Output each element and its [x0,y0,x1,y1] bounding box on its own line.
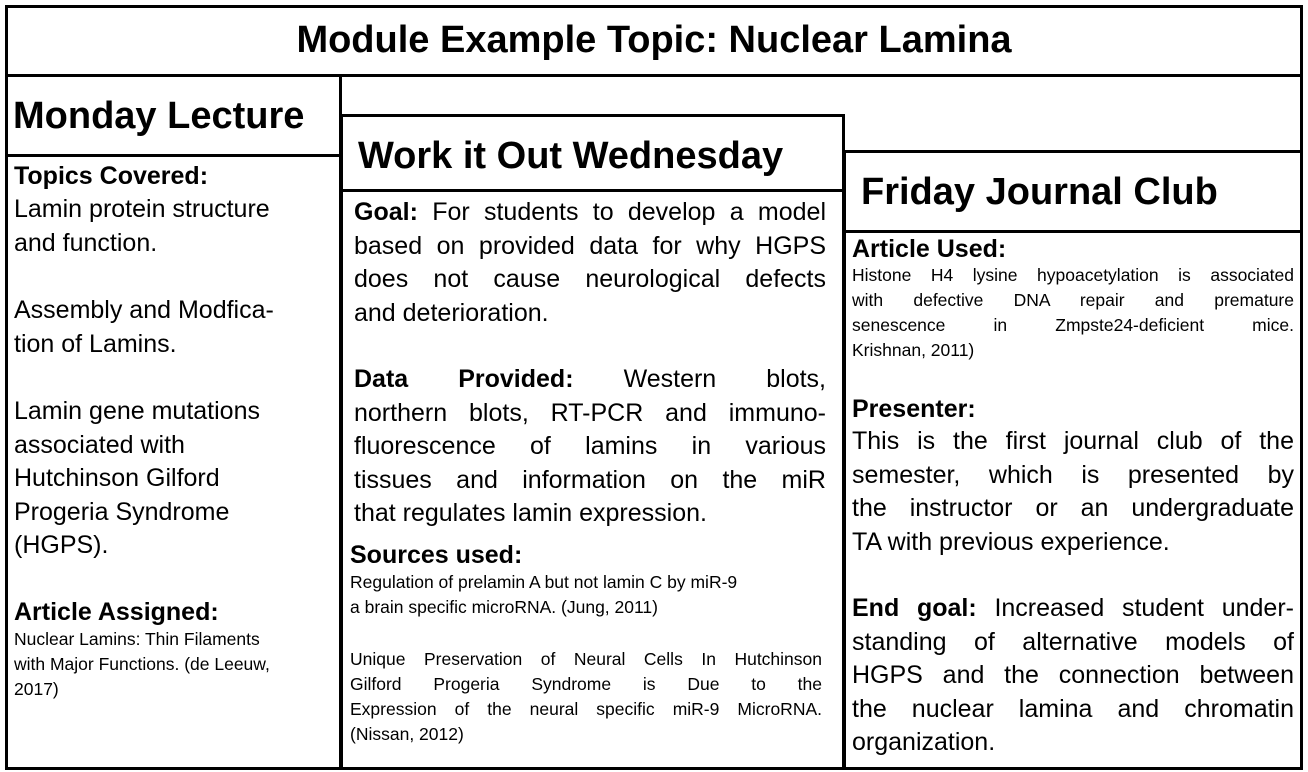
monday-heading: Monday Lecture [13,95,305,137]
data-label: Data Provided: [354,365,574,393]
wednesday-data: Data Provided: Western blots, northern blots, RT-PCR and immuno- fluorescence of lamins in various tissues and information on the miR that regulates lamin expression. [354,365,826,527]
monday-topic-2: Assembly and Modfica- tion of Lamins. [14,296,274,358]
goal-label: Goal: [354,198,418,226]
endgoal-label: End goal: [852,594,977,622]
monday-topics-label: Topics Covered: [14,162,209,190]
monday-topic-3: Lamin gene mutations associated with Hutchinson Gilford Progeria Syndrome (HGPS). [14,397,260,559]
monday-article: Nuclear Lamins: Thin Filaments with Major Functions. (de Leeuw, 2017) [14,629,270,699]
friday-article-label: Article Used: [852,235,1007,263]
friday-presenter: This is the first journal club of the semester, which is presented by the instructor or an undergraduate TA with previous experience. [852,427,1294,556]
wednesday-heading: Work it Out Wednesday [358,135,784,177]
wednesday-source-2: Unique Preservation of Neural Cells In Hutchinson Gilford Progeria Syndrome is Due to the Expression of the neural specific miR-9 MicroRNA. (Nissan, 2012) [350,649,822,744]
friday-heading: Friday Journal Club [861,171,1218,213]
friday-endgoal: End goal: Increased student under- standing of alternative models of HGPS and the connection between the nuclear lamina and chromatin organization. [852,594,1294,756]
monday-topic-1: Lamin protein structure and function. [14,195,270,257]
page-title: Module Example Topic: Nuclear Lamina [296,19,1012,61]
friday-presenter-label: Presenter: [852,395,976,423]
wednesday-source-1: Regulation of prelamin A but not lamin C by miR-9 a brain specific microRNA. (Jung, 2011) [350,572,738,617]
friday-article: Histone H4 lysine hypoacetylation is associated with defective DNA repair and premature senescence in Zmpste24-deficient mice. Krishnan, 2011) [852,265,1294,360]
wednesday-goal: Goal: For students to develop a model based on provided data for why HGPS does not cause neurological defects and deterioration. [354,198,826,327]
wednesday-sources-label: Sources used: [350,541,523,569]
monday-article-label: Article Assigned: [14,598,219,626]
